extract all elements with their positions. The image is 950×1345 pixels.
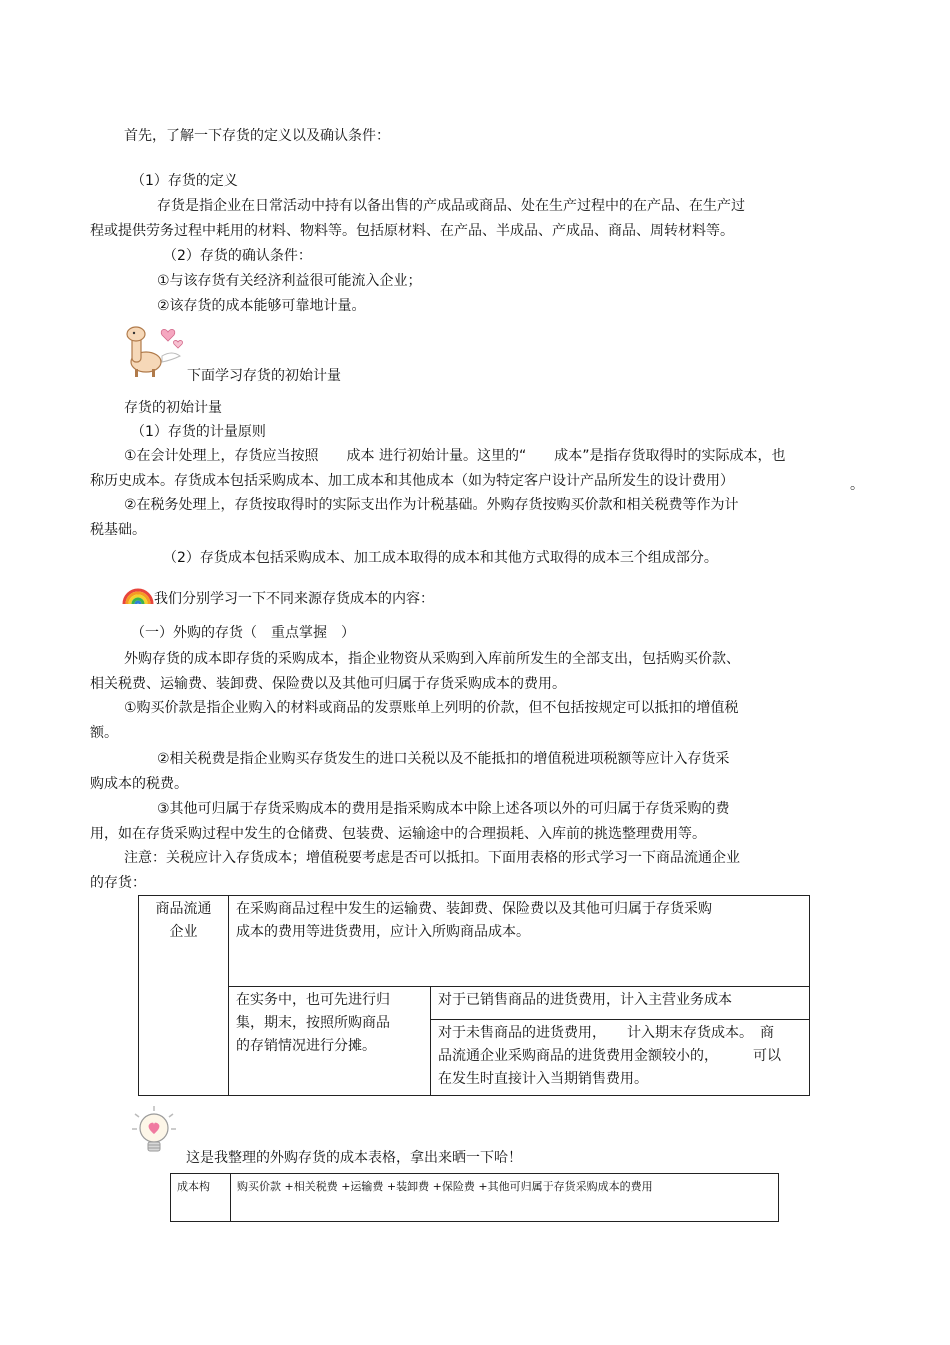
table-cell: 购买价款 +相关税费 +运输费 +装卸费 +保险费 +其他可归属于存货采购成本的费用	[231, 1174, 779, 1222]
condition-item: ②该存货的成本能够可靠地计量。	[157, 298, 366, 314]
cell-line: 在采购商品过程中发生的运输费、装卸费、保险费以及其他可归属于存货采购	[236, 901, 712, 917]
paragraph-line: ①在会计处理上，存货应当按照 成本 进行初始计量。这里的“ 成本”是指存货取得时的实际成本，也	[124, 448, 786, 464]
cell-line: 成本的费用等进货费用，应计入所购商品成本。	[236, 924, 530, 940]
paragraph-line: 称历史成本。存货成本包括采购成本、加工成本和其他成本（如为特定客户设计产品所发生的设计费用）	[90, 473, 734, 489]
table-cell	[431, 987, 810, 1020]
paragraph-line-end: 。	[850, 477, 864, 493]
cell-line: 对于已销售商品的进货费用，计入主营业务成本	[438, 992, 732, 1008]
paragraph-line: 税基础。	[90, 522, 146, 538]
section-heading-conditions: （2）存货的确认条件：	[163, 248, 312, 264]
cost-composition-table	[170, 1173, 779, 1222]
lead-line: 这是我整理的外购存货的成本表格，拿出来晒一下哈！	[186, 1150, 522, 1166]
row-header-line: 商品流通	[155, 901, 212, 917]
note-line: 注意：关税应计入存货成本；增值税要考虑是否可以抵扣。下面用表格的形式学习一下商品流通企业	[124, 850, 740, 866]
table-row-header-cell	[139, 896, 229, 1096]
section-heading-definition: （1）存货的定义	[131, 173, 238, 189]
note-line: 的存货：	[90, 875, 146, 891]
paragraph-line: 额。	[90, 725, 118, 741]
cell-line: 集，期末，按照所购商品	[236, 1015, 390, 1031]
paragraph-line: ①购买价款是指企业购入的材料或商品的发票账单上列明的价款，但不包括按规定可以抵扣的增值税	[124, 700, 739, 716]
cell-line: 的存销情况进行分摊。	[236, 1038, 376, 1054]
intro-line: 首先，了解一下存货的定义以及确认条件：	[124, 128, 390, 144]
section-heading-principle: （1）存货的计量原则	[131, 424, 266, 440]
paragraph-line: 外购存货的成本即存货的采购成本，指企业物资从采购到入库前所发生的全部支出，包括购买价款、	[124, 651, 740, 667]
table-cell	[229, 896, 810, 987]
lightbulb-heart-icon	[128, 1104, 180, 1164]
paragraph-line: 程或提供劳务过程中耗用的材料、物料等。包括原材料、在产品、半成品、产成品、商品、周转材料等。	[90, 223, 734, 239]
alpaca-icon	[122, 322, 188, 380]
paragraph-line: ②在税务处理上，存货按取得时的实际支出作为计税基础。外购存货按购买价款和相关税费等作为计	[124, 497, 739, 513]
paragraph-line: 购成本的税费。	[90, 776, 188, 792]
lead-line: 我们分别学习一下不同来源存货成本的内容：	[154, 591, 434, 607]
paragraph-line: 存货是指企业在日常活动中持有以备出售的产成品或商品、处在生产过程中的在产品、在生产过	[157, 198, 745, 214]
row-header-line: 企业	[169, 924, 198, 940]
lead-line: 下面学习存货的初始计量	[187, 368, 341, 384]
section-title: 存货的初始计量	[124, 400, 222, 416]
section-heading-purchased: （一）外购的存货（ 重点掌握 ）	[131, 625, 355, 641]
paragraph-line: 用，如在存货采购过程中发生的仓储费、包装费、运输途中的合理损耗、入库前的挑选整理费用等。	[90, 826, 706, 842]
cell-line: 品流通企业采购商品的进货费用金额较小的， 可以	[438, 1048, 781, 1064]
table-cell	[431, 1020, 810, 1096]
paragraph-line: 相关税费、运输费、装卸费、保险费以及其他可归属于存货采购成本的费用。	[90, 676, 566, 692]
table-cell: 成本构	[171, 1174, 231, 1222]
cell-line: 对于未售商品的进货费用， 计入期末存货成本。 商	[438, 1025, 774, 1041]
merchandise-cost-table	[138, 895, 810, 1096]
paragraph-line: （2）存货成本包括采购成本、加工成本取得的成本和其他方式取得的成本三个组成部分。	[163, 550, 718, 566]
paragraph-line: ②相关税费是指企业购买存货发生的进口关税以及不能抵扣的增值税进项税额等应计入存货采	[157, 751, 730, 767]
condition-item: ①与该存货有关经济利益很可能流入企业；	[157, 273, 422, 289]
cell-line: 在实务中，也可先进行归	[236, 992, 390, 1008]
paragraph-line: ③其他可归属于存货采购成本的费用是指采购成本中除上述各项以外的可归属于存货采购的费	[157, 801, 730, 817]
rainbow-icon	[122, 576, 154, 606]
cell-line: 在发生时直接计入当期销售费用。	[438, 1071, 648, 1087]
table-cell	[229, 987, 431, 1096]
